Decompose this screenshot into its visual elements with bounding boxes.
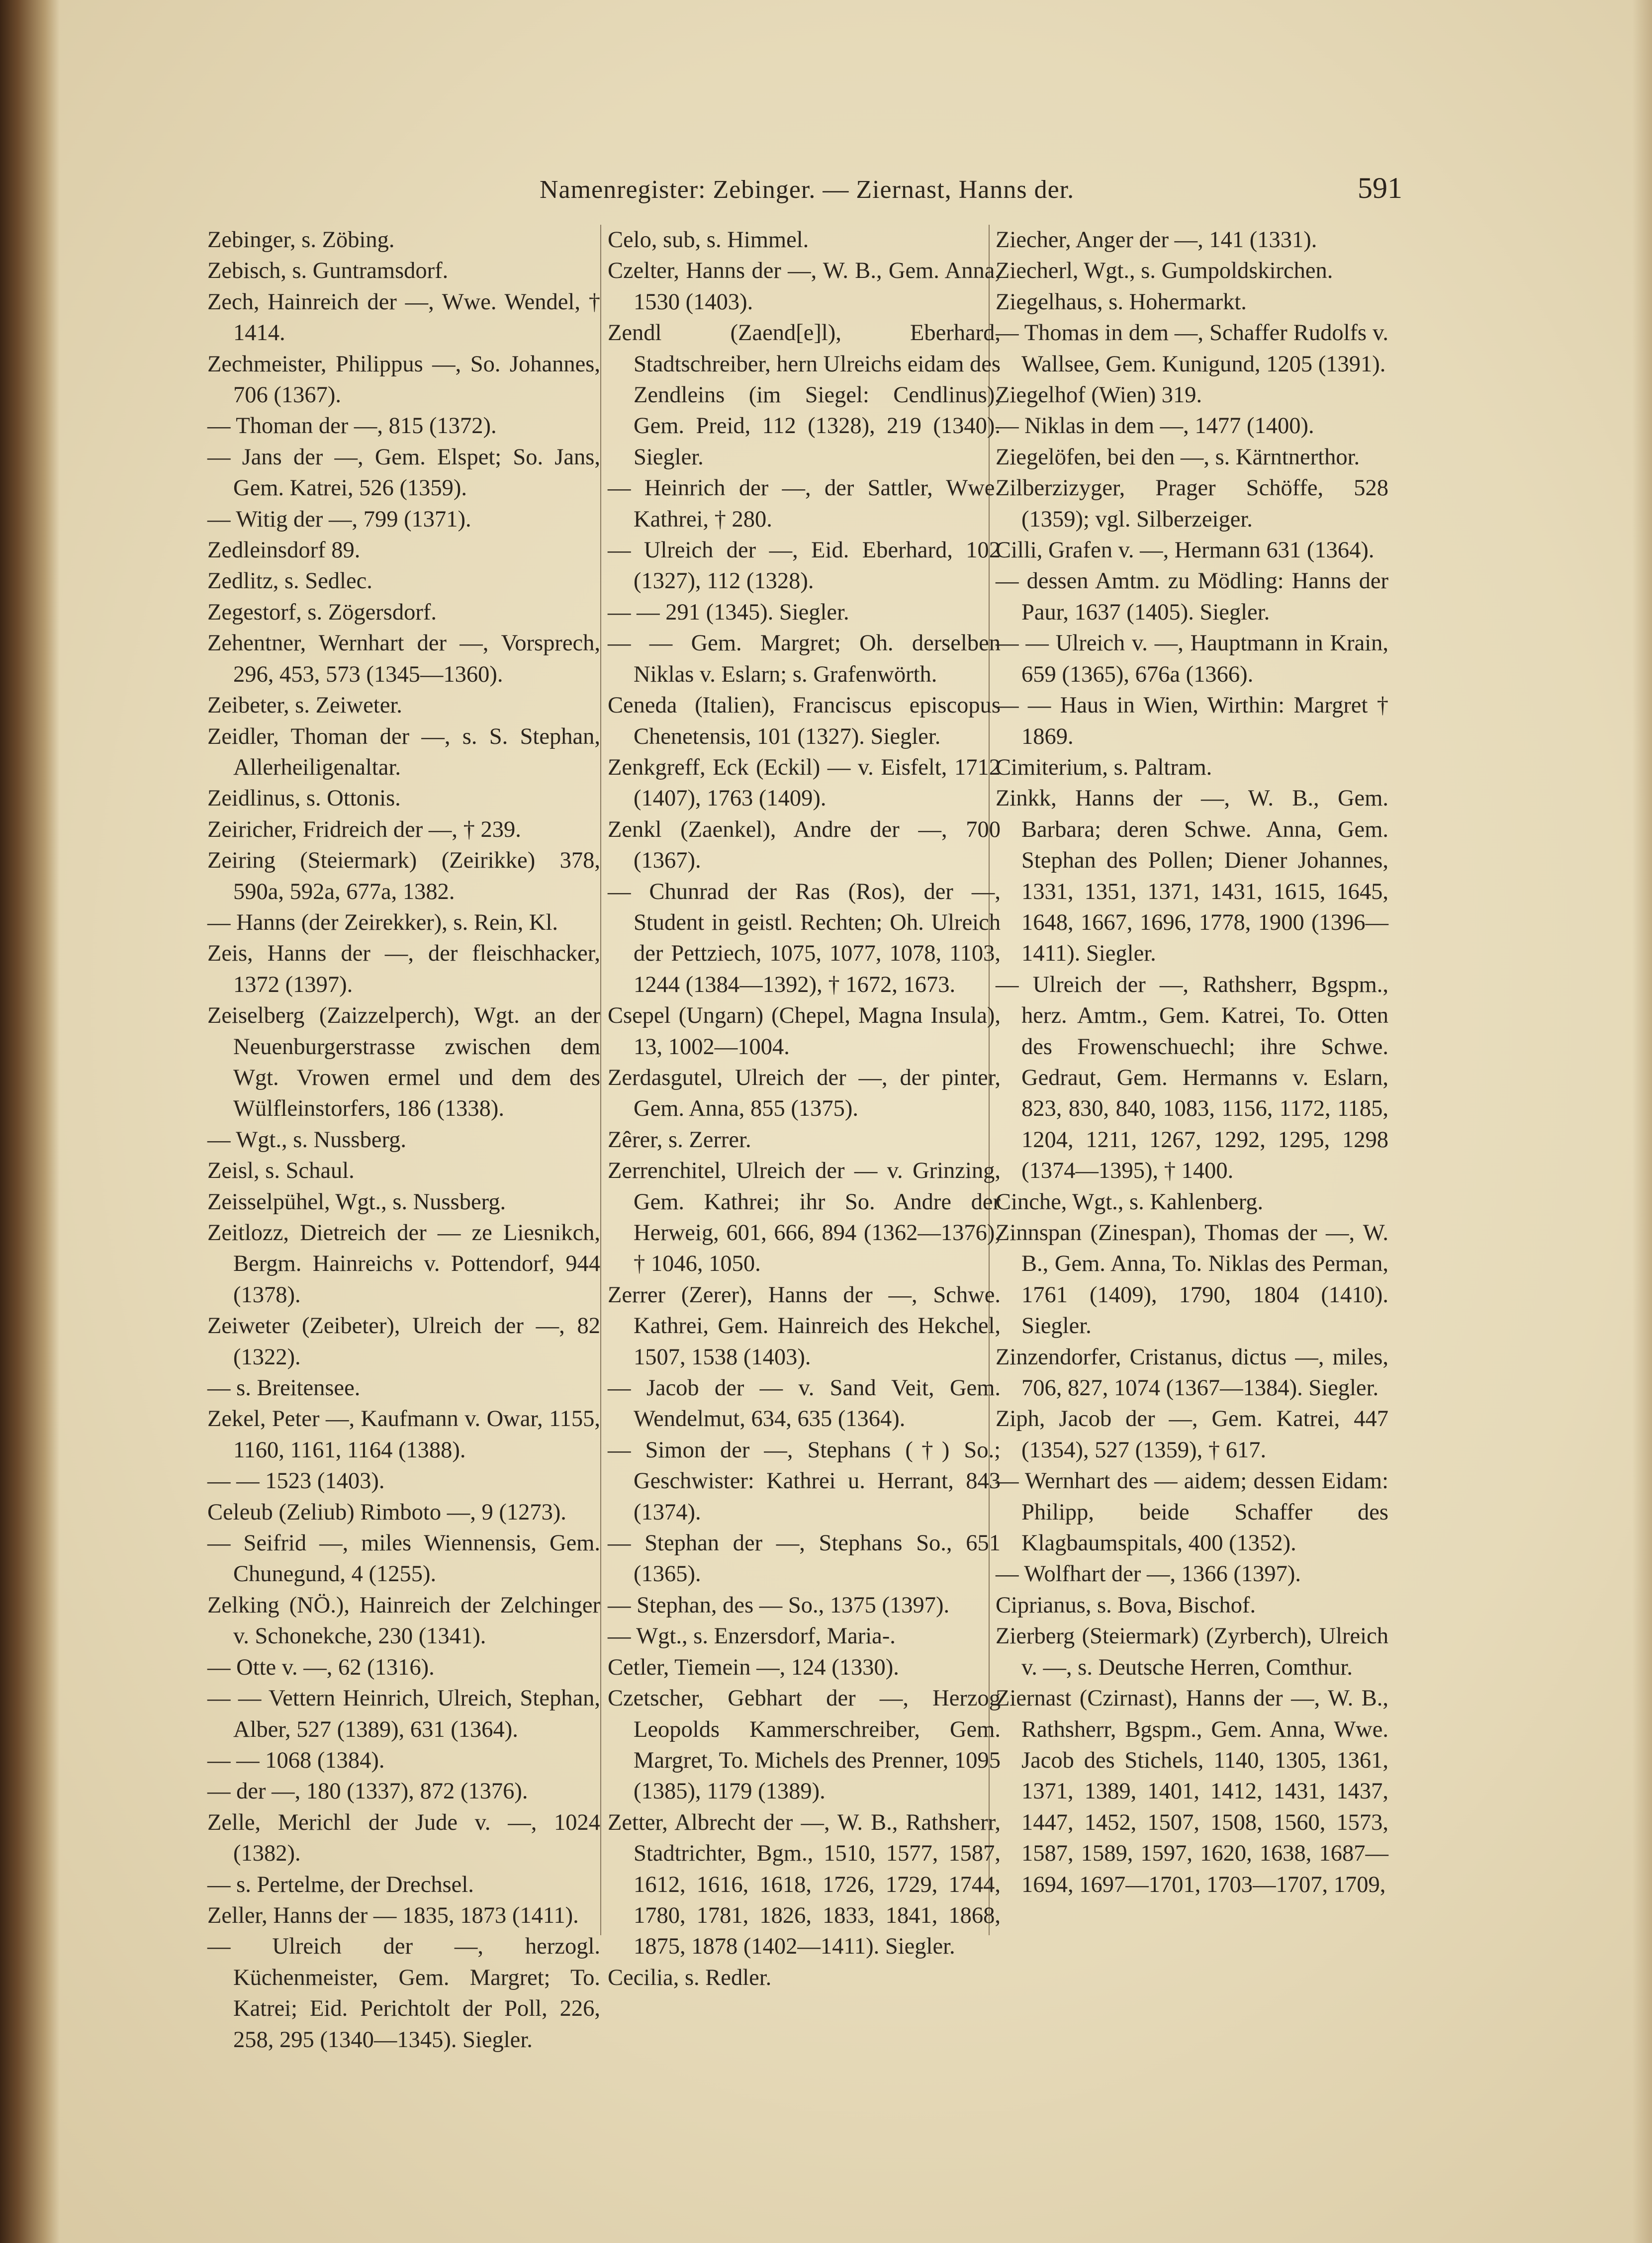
index-entry: — Thoman der —, 815 (1372). [207,413,497,439]
index-entry: — Ulreich der —, Eid. Eberhard, 102 (1327), 112 (1328). [608,538,1001,594]
index-entry: Zekel, Peter —, Kaufmann v. Owar, 1155, 1160, 1161, 1164 (1388). [207,1406,600,1463]
index-entry: — Chunrad der Ras (Ros), der —, Student in geistl. Rechten; Oh. Ulreich der Pettziech, 1075, 1077, 1078, 1103, 1244 (1384—1392), † 1672, 1673. [608,879,1001,997]
index-entry: Zinkk, Hanns der —, W. B., Gem. Barbara; deren Schwe. Anna, Gem. Stephan des Pollen; Diener Johannes, 1331, 1351, 1371, 1431, 1615, 1645, 1648, 1667, 1696, 1778, 1900 (1396—1411). Siegler. [996,786,1388,967]
index-entry: Zeis, Hanns der —, der fleischhacker, 1372 (1397). [207,941,600,997]
index-entry: — Ulreich der —, herzogl. Küchenmeister, Gem. Margret; To. Katrei; Eid. Perichtolt der Poll, 226, 258, 295 (1340—1345). Siegler. [207,1934,600,2053]
index-entry: Zilberzizyger, Prager Schöffe, 528 (1359); vgl. Silberzeiger. [996,475,1388,532]
index-entry: Zerrenchitel, Ulreich der — v. Grinzing, Gem. Kathrei; ihr So. Andre der Herweig, 601, 666, 894 (1362—1376), † 1046, 1050. [608,1158,1001,1277]
index-column-1 [207,225,600,2056]
index-entry: Zenkl (Zaenkel), Andre der —, 700 (1367). [608,816,1001,874]
index-entry: Celeub (Zeliub) Rimboto —, 9 (1273). [207,1499,566,1525]
index-entry: Ziegelhof (Wien) 319. [996,382,1202,408]
index-entry: — Thomas in dem —, Schaffer Rudolfs v. Wallsee, Gem. Kunigund, 1205 (1391). [996,320,1388,377]
index-entry: — dessen Amtm. zu Mödling: Hanns der Paur, 1637 (1405). Siegler. [996,568,1388,625]
index-entry: Zierberg (Steiermark) (Zyrberch), Ulreich v. —, s. Deutsche Herren, Comthur. [996,1623,1388,1680]
index-entry: Zeiring (Steiermark) (Zeirikke) 378, 590a, 592a, 677a, 1382. [207,848,600,904]
index-entry: Zeidlinus, s. Ottonis. [207,786,401,811]
index-entry: Zêrer, s. Zerrer. [608,1127,751,1153]
index-entry: — Stephan, des — So., 1375 (1397). [608,1592,950,1618]
book-gutter-shadow [0,0,60,2243]
index-entry: — Wernhart des — aidem; dessen Eidam: Philipp, beide Schaffer des Klagbaumspitals, 400 (1352). [996,1468,1388,1556]
index-entry: Cimiterium, s. Paltram. [996,754,1212,780]
index-entry: — — Haus in Wien, Wirthin: Margret † 1869. [996,693,1388,749]
index-entry: Czelter, Hanns der —, W. B., Gem. Anna, 1530 (1403). [608,258,1001,315]
index-entry: Zebinger, s. Zöbing. [207,227,395,253]
index-column-3 [996,225,1388,1900]
index-entry: Ceneda (Italien), Franciscus episcopus Chenetensis, 101 (1327). Siegler. [608,693,1001,749]
index-entry: Celo, sub, s. Himmel. [608,227,809,253]
index-entry: — Simon der —, Stephans (†) So.; Geschwister: Kathrei u. Herrant, 843 (1374). [608,1437,1001,1525]
index-entry: Zedlitz, s. Sedlec. [207,568,372,594]
index-entry: Ziernast (Czirnast), Hanns der —, W. B., Rathsherr, Bgspm., Gem. Anna, Wwe. Jacob des Stichels, 1140, 1305, 1361, 1371, 1389, 1401, 1412, 1431, 1437, 1447, 1452, 1507, 1508, 1560, 1573, 1587, 1589, 1597, 1620, 1638, 1687—1694, 1697—1701, 1703—1707, 1709, [996,1686,1388,1897]
index-entry: Zech, Hainreich der —, Wwe. Wendel, † 1414. [207,289,600,346]
index-entry: — — Gem. Margret; Oh. derselben Niklas v. Eslarn; s. Grafenwörth. [608,630,1001,687]
index-entry: — der —, 180 (1337), 872 (1376). [207,1779,528,1804]
index-entry: — Wgt., s. Enzersdorf, Maria-. [608,1623,896,1649]
index-entry: Zerrer (Zerer), Hanns der —, Schwe. Kathrei, Gem. Hainreich des Hekchel, 1507, 1538 (1403). [608,1282,1001,1370]
index-entry: Zinnspan (Zinespan), Thomas der —, W. B., Gem. Anna, To. Niklas des Perman, 1761 (1409), 1790, 1804 (1410). Siegler. [996,1220,1388,1339]
index-entry: Ziegelhaus, s. Hohermarkt. [996,289,1247,315]
index-entry: Zerdasgutel, Ulreich der —, der pinter, Gem. Anna, 855 (1375). [608,1065,1001,1122]
column-divider [600,225,601,1935]
index-entry: Zeiselberg (Zaizzelperch), Wgt. an der Neuenburgerstrasse zwischen dem Wgt. Vrowen ermel und dem des Wülfleinstorfers, 186 (1338). [207,1003,600,1122]
index-entry: — Wgt., s. Nussberg. [207,1127,406,1153]
index-entry: Zehentner, Wernhart der —, Vorsprech, 296, 453, 573 (1345—1360). [207,630,600,687]
index-entry: Zeisl, s. Schaul. [207,1158,355,1184]
index-entry: Zinzendorfer, Cristanus, dictus —, miles, 706, 827, 1074 (1367—1384). Siegler. [996,1344,1388,1401]
index-entry: Zelle, Merichl der Jude v. —, 1024 (1382). [207,1809,600,1867]
index-entry: — Niklas in dem —, 1477 (1400). [996,413,1314,439]
index-entry: — Ulreich der —, Rathsherr, Bgspm., herz. Amtm., Gem. Katrei, To. Otten des Frowenschuechl; ihre Schwe. Gedraut, Gem. Hermanns v. Eslarn, 823, 830, 840, 1083, 1156, 1172, 1185, 1204, 1211, 1267, 1292, 1295, 1298 (1374—1395), † 1400. [996,972,1388,1184]
index-entry: — Jans der —, Gem. Elspet; So. Jans, Gem. Katrei, 526 (1359). [207,444,600,501]
index-entry: Zeitlozz, Dietreich der — ze Liesnikch, Bergm. Hainreichs v. Pottendorf, 944 (1378). [207,1220,600,1308]
index-entry: Zechmeister, Philippus —, So. Johannes, 706 (1367). [207,351,600,408]
index-entry: — — 1523 (1403). [207,1468,385,1494]
index-entry: Zedleinsdorf 89. [207,538,361,563]
index-entry: Zegestorf, s. Zögersdorf. [207,599,437,625]
index-entry: Zelking (NÖ.), Hainreich der Zelchinger v. Schonekche, 230 (1341). [207,1592,600,1649]
index-entry: — Witig der —, 799 (1371). [207,506,471,532]
index-entry: Zeidler, Thoman der —, s. S. Stephan, Allerheiligenaltar. [207,723,600,780]
index-entry: Zenkgreff, Eck (Eckil) — v. Eisfelt, 1712 (1407), 1763 (1409). [608,754,1001,811]
index-entry: Cilli, Grafen v. —, Hermann 631 (1364). [996,538,1375,563]
index-entry: Zebisch, s. Guntramsdorf. [207,258,449,284]
index-entry: Ziecher, Anger der —, 141 (1331). [996,227,1317,253]
page-number: 591 [1358,172,1402,204]
index-entry: Zeiricher, Fridreich der —, † 239. [207,816,521,842]
index-entry: — s. Pertelme, der Drechsel. [207,1872,474,1897]
index-entry: — Otte v. —, 62 (1316). [207,1654,435,1680]
index-entry: — s. Breitensee. [207,1375,361,1401]
index-entry: Ciprianus, s. Bova, Bischof. [996,1592,1256,1618]
index-entry: Cecilia, s. Redler. [608,1965,772,1990]
index-entry: Zetter, Albrecht der —, W. B., Rathsherr, Stadtrichter, Bgm., 1510, 1577, 1587, 1612, 1616, 1618, 1726, 1729, 1744, 1780, 1781, 1826, 1833, 1841, 1868, 1875, 1878 (1402—1411). Siegler. [608,1809,1001,1960]
index-entry: Csepel (Ungarn) (Chepel, Magna Insula), 13, 1002—1004. [608,1003,1001,1060]
index-entry: — — Vettern Heinrich, Ulreich, Stephan, Alber, 527 (1389), 631 (1364). [207,1686,600,1742]
index-entry: — Heinrich der —, der Sattler, Wwe. Kathrei, † 280. [608,475,1001,532]
running-header: Namenregister: Zebinger. — Ziernast, Hanns der. [540,176,1075,204]
index-entry: Ziph, Jacob der —, Gem. Katrei, 447 (1354), 527 (1359), † 617. [996,1406,1388,1463]
index-entry: Czetscher, Gebhart der —, Herzog Leopolds Kammerschreiber, Gem. Margret, To. Michels des Prenner, 1095 (1385), 1179 (1389). [608,1686,1001,1804]
index-entry: Cetler, Tiemein —, 124 (1330). [608,1654,899,1680]
index-entry: — — Ulreich v. —, Hauptmann in Krain, 659 (1365), 676a (1366). [996,630,1388,687]
index-entry: Ziecherl, Wgt., s. Gumpoldskirchen. [996,258,1333,284]
index-entry: — Wolfhart der —, 1366 (1397). [996,1561,1301,1587]
page-edge-shadow [1632,0,1652,2243]
index-entry: — Seifrid —, miles Wiennensis, Gem. Chunegund, 4 (1255). [207,1530,600,1587]
index-entry: Zeller, Hanns der — 1835, 1873 (1411). [207,1902,579,1928]
index-entry: — — 1068 (1384). [207,1747,385,1773]
index-entry: Zeibeter, s. Zeiweter. [207,693,402,718]
index-column-2 [608,225,1001,1993]
index-entry: Ziegelöfen, bei den —, s. Kärntnerthor. [996,444,1360,470]
index-entry: — — 291 (1345). Siegler. [608,599,849,625]
index-entry: Zeiweter (Zeibeter), Ulreich der —, 82 (1322). [207,1313,600,1370]
index-entry: Cinche, Wgt., s. Kahlenberg. [996,1189,1264,1215]
index-entry: Zeisselpühel, Wgt., s. Nussberg. [207,1189,506,1215]
index-entry: — Jacob der — v. Sand Veit, Gem. Wendelmut, 634, 635 (1364). [608,1375,1001,1432]
index-entry: — Hanns (der Zeirekker), s. Rein, Kl. [207,909,558,935]
index-entry: Zendl (Zaend[e]l), Eberhard, Stadtschreiber, hern Ulreichs eidam des Zendleins (im Siegel: Cendlinus), Gem. Preid, 112 (1328), 219 (1340). Siegler. [608,320,1001,470]
index-entry: — Stephan der —, Stephans So., 651 (1365). [608,1530,1001,1587]
